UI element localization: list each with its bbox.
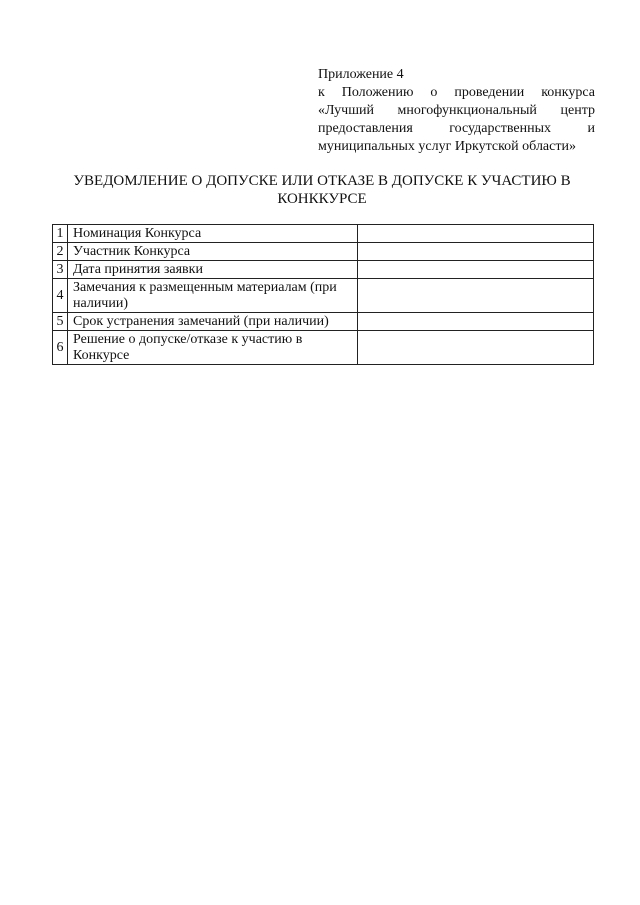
appendix-reference-line: предоставления государственных и [318,121,595,136]
document-title-line: КОНККУРСЕ [277,191,367,207]
row-number: 2 [53,243,68,261]
row-label: Решение о допуске/отказе к участию в Конкурсе [68,331,358,365]
table-row [53,243,594,261]
notification-table [52,224,594,365]
table-row [53,261,594,279]
table-row [53,313,594,331]
row-label: Срок устранения замечаний (при наличии) [68,313,358,331]
table-row [53,279,594,313]
appendix-header [318,66,595,156]
row-value-cell[interactable] [358,279,594,313]
row-value-cell[interactable] [358,331,594,365]
row-number: 4 [53,279,68,313]
row-number: 5 [53,313,68,331]
table-row [53,225,594,243]
row-value-cell[interactable] [358,313,594,331]
document-title [52,172,592,208]
row-number: 6 [53,331,68,365]
appendix-reference-line: к Положению о проведении конкурса [318,85,595,100]
row-label: Участник Конкурса [68,243,358,261]
row-value-cell[interactable] [358,261,594,279]
appendix-reference-line: «Лучший многофункциональный центр [318,103,595,118]
document-title-line: УВЕДОМЛЕНИЕ О ДОПУСКЕ ИЛИ ОТКАЗЕ В ДОПУСКЕ К УЧАСТИЮ В [73,173,571,189]
row-number: 3 [53,261,68,279]
row-label: Дата принятия заявки [68,261,358,279]
table-row [53,331,594,365]
row-value-cell[interactable] [358,225,594,243]
row-label: Номинация Конкурса [68,225,358,243]
row-number: 1 [53,225,68,243]
row-value-cell[interactable] [358,243,594,261]
row-label: Замечания к размещенным материалам (при наличии) [68,279,358,313]
appendix-number: Приложение 4 [318,67,404,82]
appendix-reference-line: муниципальных услуг Иркутской области» [318,139,576,154]
